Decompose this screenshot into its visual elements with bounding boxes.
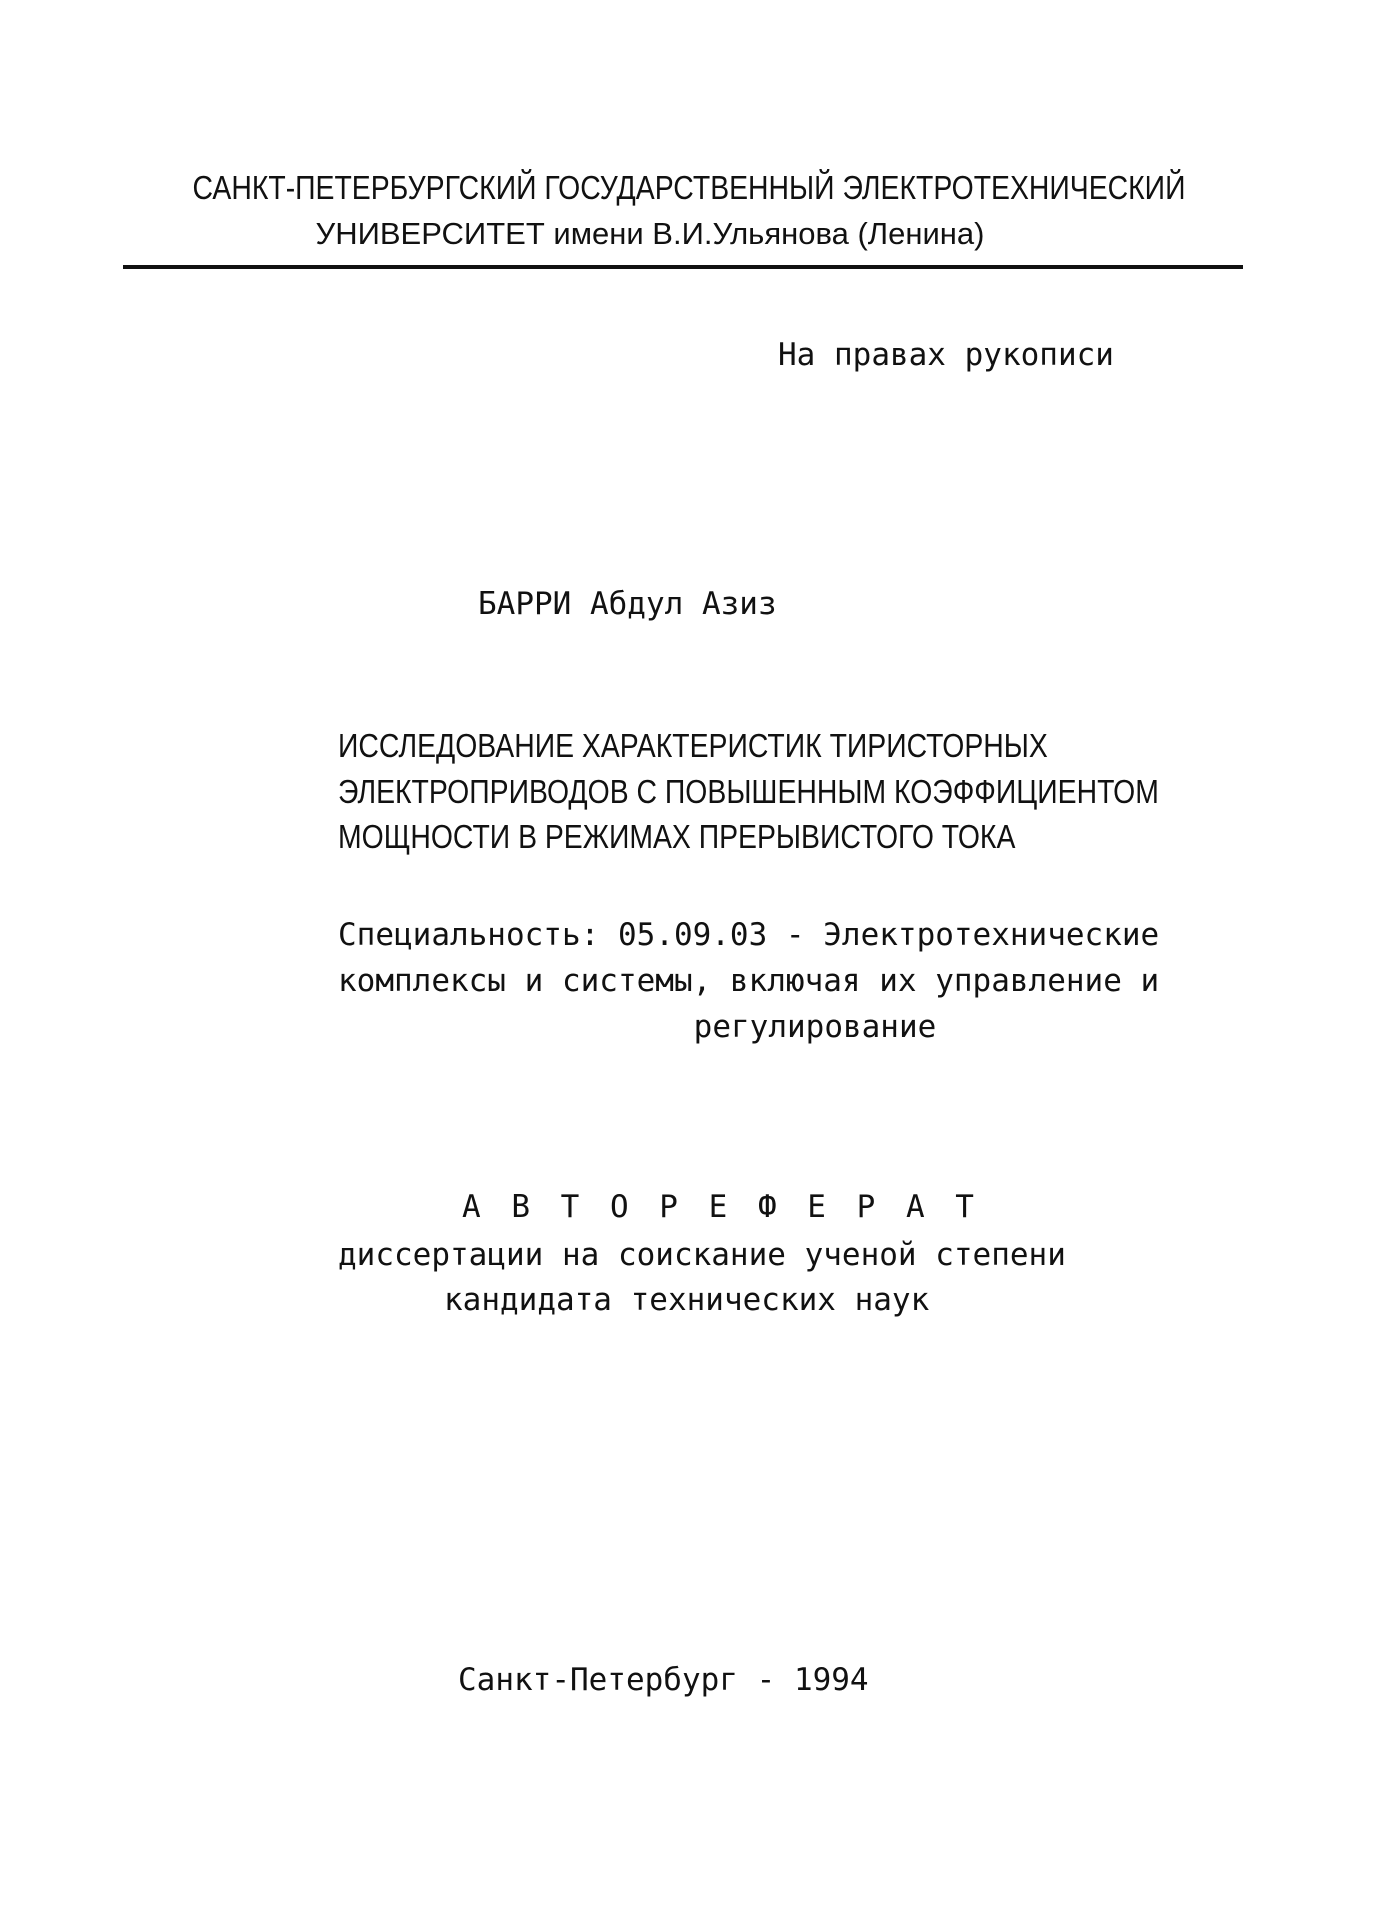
place-and-year: Санкт-Петербург - 1994 <box>458 1662 869 1698</box>
specialty-line2: комплексы и системы, включая их управление и <box>338 963 1160 999</box>
manuscript-note: На правах рукописи <box>778 337 1114 373</box>
dissertation-title-line1: ИССЛЕДОВАНИЕ ХАРАКТЕРИСТИК ТИРИСТОРНЫХ <box>338 727 1048 764</box>
university-name-line2: УНИВЕРСИТЕТ имени В.И.Ульянова (Ленина) <box>315 216 985 251</box>
abstract-heading: А В Т О Р Е Ф Е Р А Т <box>462 1189 980 1225</box>
specialty-line3: регулирование <box>693 1009 937 1045</box>
abstract-line2: кандидата технических наук <box>444 1282 930 1318</box>
dissertation-title-line2: ЭЛЕКТРОПРИВОДОВ С ПОВЫШЕННЫМ КОЭФФИЦИЕНТОМ <box>338 773 1159 810</box>
specialty-line1: Специальность: 05.09.03 - Электротехнические <box>338 917 1160 953</box>
abstract-line1: диссертации на соискание ученой степени <box>338 1237 1066 1273</box>
dissertation-title-line3: МОЩНОСТИ В РЕЖИМАХ ПРЕРЫВИСТОГО ТОКА <box>338 818 1016 855</box>
university-name-line1: САНКТ-ПЕТЕРБУРГСКИЙ ГОСУДАРСТВЕННЫЙ ЭЛЕКТРОТЕХНИЧЕСКИЙ <box>192 169 1186 206</box>
header-divider <box>123 265 1243 269</box>
author-name: БАРРИ Абдул Азиз <box>478 586 777 622</box>
